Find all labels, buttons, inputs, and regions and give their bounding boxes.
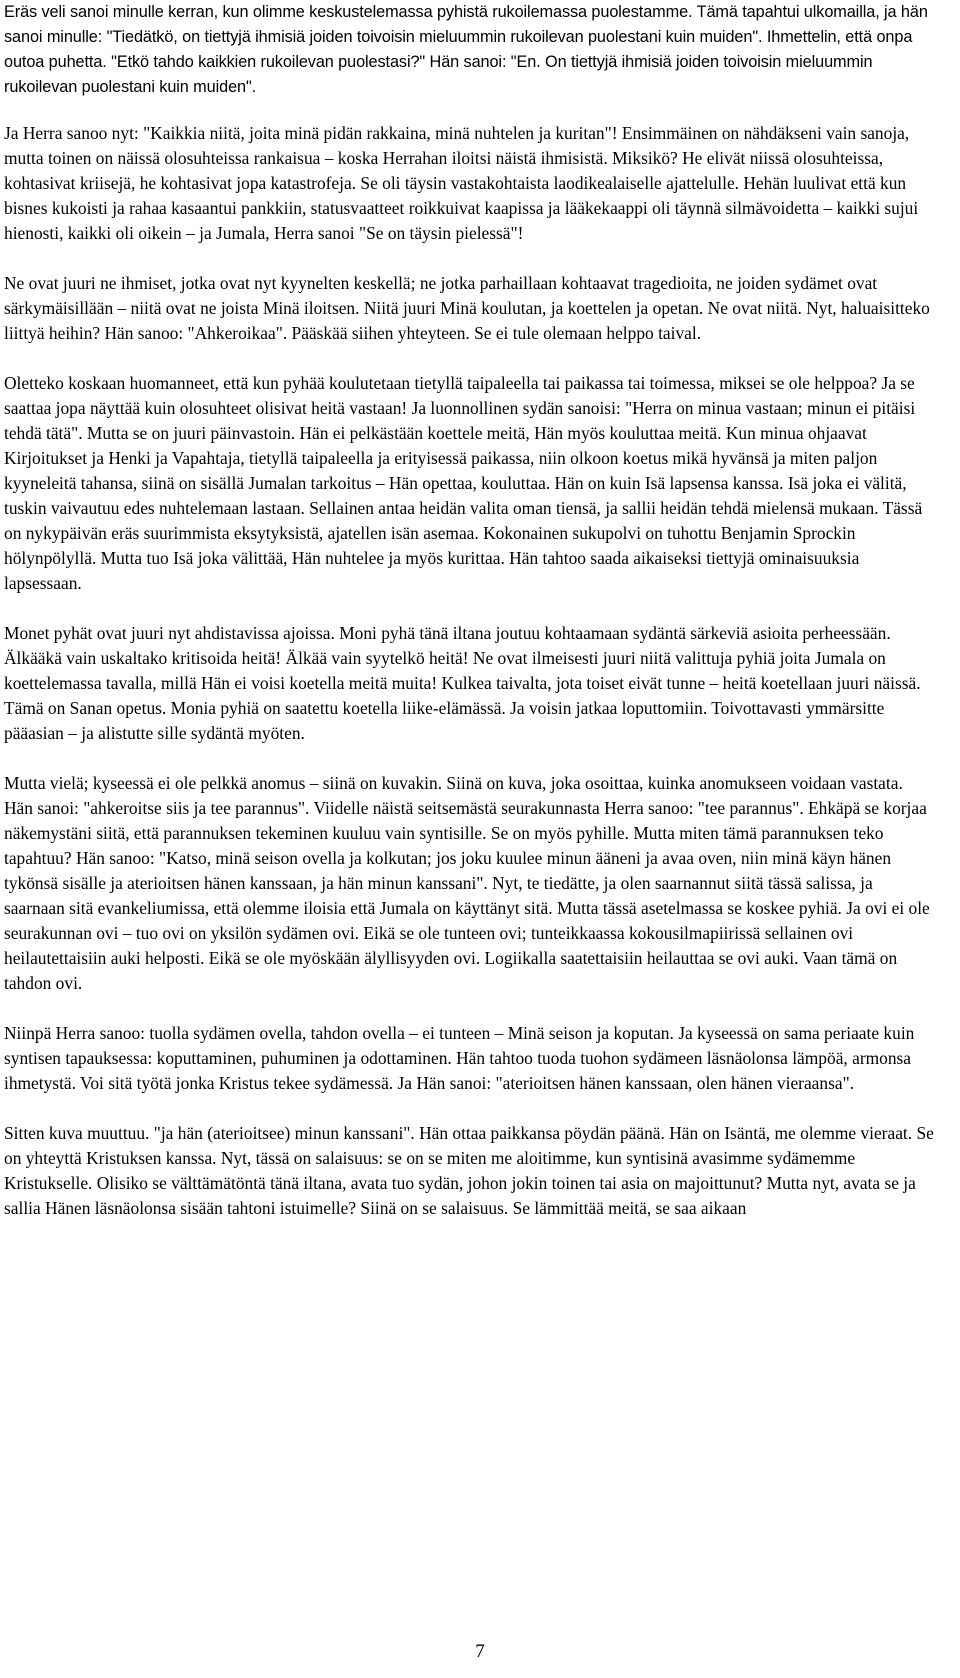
paragraph-4: Monet pyhät ovat juuri nyt ahdistavissa ajoissa. Moni pyhä tänä iltana joutuu kohtaamaan sydäntä särkeviä asioita perheessään. Älkääkä vain uskaltako kritisoida heitä! Älkää vain syytelkö heitä! Ne ovat ilmeisesti juuri niitä valittuja pyhiä joita Jumala on koettelemassa tavalla, millä Hän ei voisi koetella meitä muita! Kulkea taivalta, jota toiset eivät tunne – heitä koetellaan juuri näissä. Tämä on Sanan opetus. Monia pyhiä on saatettu koetella liike-elämässä. Ja voisin jatkaa loputtomiin. Toivottavasti ymmärsitte pääasian – ja alistutte sille sydäntä myöten. — [4, 623, 921, 743]
paragraph-gap — [4, 100, 934, 121]
paragraph-gap — [4, 246, 934, 271]
paragraph-1: Ja Herra sanoo nyt: "Kaikkia niitä, joita minä pidän rakkaina, minä nuhtelen ja kuritan"! Ensimmäinen on nähdäkseni vain sanoja, mutta toinen on näissä olosuhteissa rankaisua – koska Herrahan iloitsi näistä ihmisistä. Miksikö? He elivät niissä olosuhteissa, kohtasivat kriisejä, he kohtasivat jopa katastrofeja. Se oli täysin vastakohtaista laodikealaiselle ajattelulle. Hehän luulivat että kun bisnes kukoisti ja rahaa kasaantui pankkiin, statusvaatteet roikkuivat kaapissa ja lääkekaappi oli täynnä silmävoidetta – kaikki sujui hienosti, kaikki oli oikein – ja Jumala, Herra sanoi "Se on täysin pielessä"! — [4, 123, 919, 243]
paragraph-3: Oletteko koskaan huomanneet, että kun pyhää koulutetaan tietyllä taipaleella tai paikassa tai toimessa, miksei se ole helppoa? Ja se saattaa jopa näyttää kuin olosuhteet olisivat heitä vastaan! Ja luonnollinen sydän sanoisi: "Herra on minua vastaan; minun ei pitäisi tehdä tätä". Mutta se on juuri päinvastoin. Hän ei pelkästään koettele meitä, Hän myös kouluttaa meitä. Kun minua ohjaavat Kirjoitukset ja Henki ja Vapahtaja, tietyllä taipaleella ja erityisessä paikassa, niin olkoon koetus mikä hyvänsä ja miten paljon kyyneleitä tahansa, siinä on sisällä Jumalan tarkoitus – Hän opettaa, kouluttaa. Hän on kuin Isä lapsensa kanssa. Isä joka ei välitä, tuskin vaivautuu edes nuhtelemaan lastaan. Sellainen antaa heidän valita oman tiensä, ja sallii heidän tehdä mielensä mukaan. Tässä on nykypäivän eräs suurimmista eksytyksistä, ajatellen isän asemaa. Kokonainen sukupolvi on tuhottu Benjamin Sprockin hölynpölyllä. Mutta tuo Isä joka välittää, Hän nuhtelee ja myös kurittaa. Hän tahtoo saada aikaiseksi tiettyjä ominaisuuksia lapsessaan. — [4, 373, 923, 593]
paragraph-gap — [4, 746, 934, 771]
paragraph-gap — [4, 996, 934, 1021]
intro-paragraph: Eräs veli sanoi minulle kerran, kun olimme keskustelemassa pyhistä rukoilemassa puolestamme. Tämä tapahtui ulkomailla, ja hän sanoi minulle: "Tiedätkö, on tiettyjä ihmisiä joiden toivoisin mieluummin rukoilevan puolestani kuin muiden". Ihmettelin, että onpa outoa puhetta. "Etkö tahdo kaikkien rukoilevan puolestasi?" Hän sanoi: "En. On tiettyjä ihmisiä joiden toivoisin mieluummin rukoilevan puolestani kuin muiden". — [4, 3, 928, 96]
paragraph-5: Mutta vielä; kyseessä ei ole pelkkä anomus – siinä on kuvakin. Siinä on kuva, joka osoittaa, kuinka anomukseen voidaan vastata. Hän sanoi: "ahkeroitse siis ja tee parannus". Viidelle näistä seitsemästä seurakunnasta Herra sanoo: "tee parannus". Ehkäpä se korjaa näkemystäni siitä, että parannuksen tekeminen kuuluu vain syntisille. Se on myös pyhille. Mutta miten tämä parannuksen teko tapahtuu? Hän sanoo: "Katso, minä seison ovella ja kolkutan; jos joku kuulee minun ääneni ja avaa oven, niin minä käyn hänen tykönsä sisälle ja aterioitsen hänen kanssaan, ja hän minun kanssani". Nyt, te tiedätte, ja olen saarnannut siitä tässä salissa, ja saarnaan sitä evankeliumissa, että olemme iloisia että Jumala on käyttänyt sitä. Mutta tässä asetelmassa se koskee pyhiä. Ja ovi ei ole seurakunnan ovi – tuo ovi on yksilön sydämen ovi. Eikä se ole tunteen ovi; tunteikkaassa kokousilmapiirissä sellainen ovi heilautettaisiin auki helposti. Eikä se ole myöskään älyllisyyden ovi. Logiikalla saatettaisiin heilauttaa se ovi auki. Vaan tämä on tahdon ovi. — [4, 773, 930, 993]
document-page — [4, 0, 934, 1221]
paragraph-2: Ne ovat juuri ne ihmiset, jotka ovat nyt kyynelten keskellä; ne jotka parhaillaan kohtaavat tragedioita, ne joiden sydämet ovat särkymäisillään – niitä ovat ne joista Minä iloitsen. Niitä juuri Minä koulutan, ja koettelen ja opetan. Ne ovat niitä. Nyt, haluaisitteko liittyä heihin? Hän sanoo: "Ahkeroikaa". Pääskää siihen yhteyteen. Se ei tule olemaan helppo taival. — [4, 273, 930, 343]
paragraph-gap — [4, 1096, 934, 1121]
page-number: 7 — [475, 1641, 485, 1662]
paragraph-gap — [4, 346, 934, 371]
paragraph-gap — [4, 596, 934, 621]
paragraph-6: Niinpä Herra sanoo: tuolla sydämen ovella, tahdon ovella – ei tunteen – Minä seison ja koputan. Ja kyseessä on sama periaate kuin syntisen tapauksessa: koputtaminen, puhuminen ja odottaminen. Hän tahtoo tuoda tuohon sydämeen läsnäolonsa lämpöä, armonsa ihmetystä. Voi sitä työtä jonka Kristus tekee sydämessä. Ja Hän sanoi: "aterioitsen hänen kanssaan, olen hänen vieraansa". — [4, 1023, 915, 1093]
paragraph-7: Sitten kuva muuttuu. "ja hän (aterioitsee) minun kanssani". Hän ottaa paikkansa pöydän päänä. Hän on Isäntä, me olemme vieraat. Se on yhteyttä Kristuksen kanssa. Nyt, tässä on salaisuus: se on se miten me aloitimme, kun syntisinä avasimme sydämemme Kristukselle. Olisiko se välttämätöntä tänä iltana, avata tuo sydän, johon jokin toinen tai asia on majoittunut? Mutta nyt, avata se ja sallia Hänen läsnäolonsa sisään tahtoni istuimelle? Siinä on se salaisuus. Se lämmittää meitä, se saa aikaan — [4, 1123, 934, 1218]
